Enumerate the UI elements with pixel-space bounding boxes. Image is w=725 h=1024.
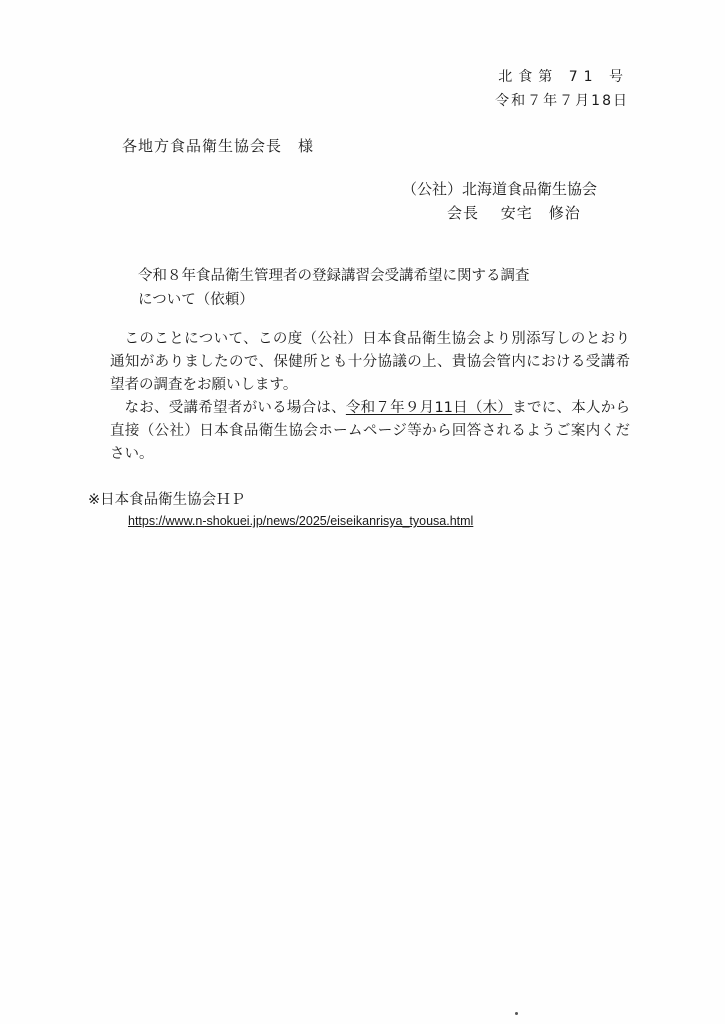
- sender-organization: （公社）北海道食品衛生協会: [402, 180, 598, 198]
- recipient: 各地方食品衛生協会長 様: [122, 137, 315, 155]
- subject-line-2: について（依頼）: [138, 292, 254, 308]
- sender-name: 会長 安宅 修治: [447, 204, 581, 222]
- body-paragraph-2: [110, 397, 630, 466]
- subject: [138, 264, 608, 312]
- scan-speck: [515, 1012, 518, 1015]
- document-number: 北食第 71 号: [498, 69, 629, 85]
- homepage-label: ※日本食品衛生協会ＨＰ: [88, 492, 246, 508]
- document-date: 令和７年７月18日: [495, 93, 629, 109]
- subject-line-1: 令和８年食品衛生管理者の登録講習会受講希望に関する調査: [138, 268, 530, 284]
- body-paragraph-2-before: なお、受講希望者がいる場合は、: [124, 400, 346, 416]
- body-paragraph-1: このことについて、この度（公社）日本食品衛生協会より別添写しのとおり通知がありましたので、保健所とも十分協議の上、貴協会管内における受講希望者の調査をお願いします。: [110, 331, 630, 393]
- body-paragraph-2-after: までに、本人から直接（公社）日本食品衛生協会ホームページ等から回答されるようご案内ください。: [110, 400, 631, 462]
- body-text: [110, 328, 630, 466]
- homepage-url-link[interactable]: https://www.n-shokuei.jp/news/2025/eiseikanrisya_tyousa.html: [128, 514, 474, 528]
- deadline-date: 令和７年９月11日（木）: [345, 400, 513, 416]
